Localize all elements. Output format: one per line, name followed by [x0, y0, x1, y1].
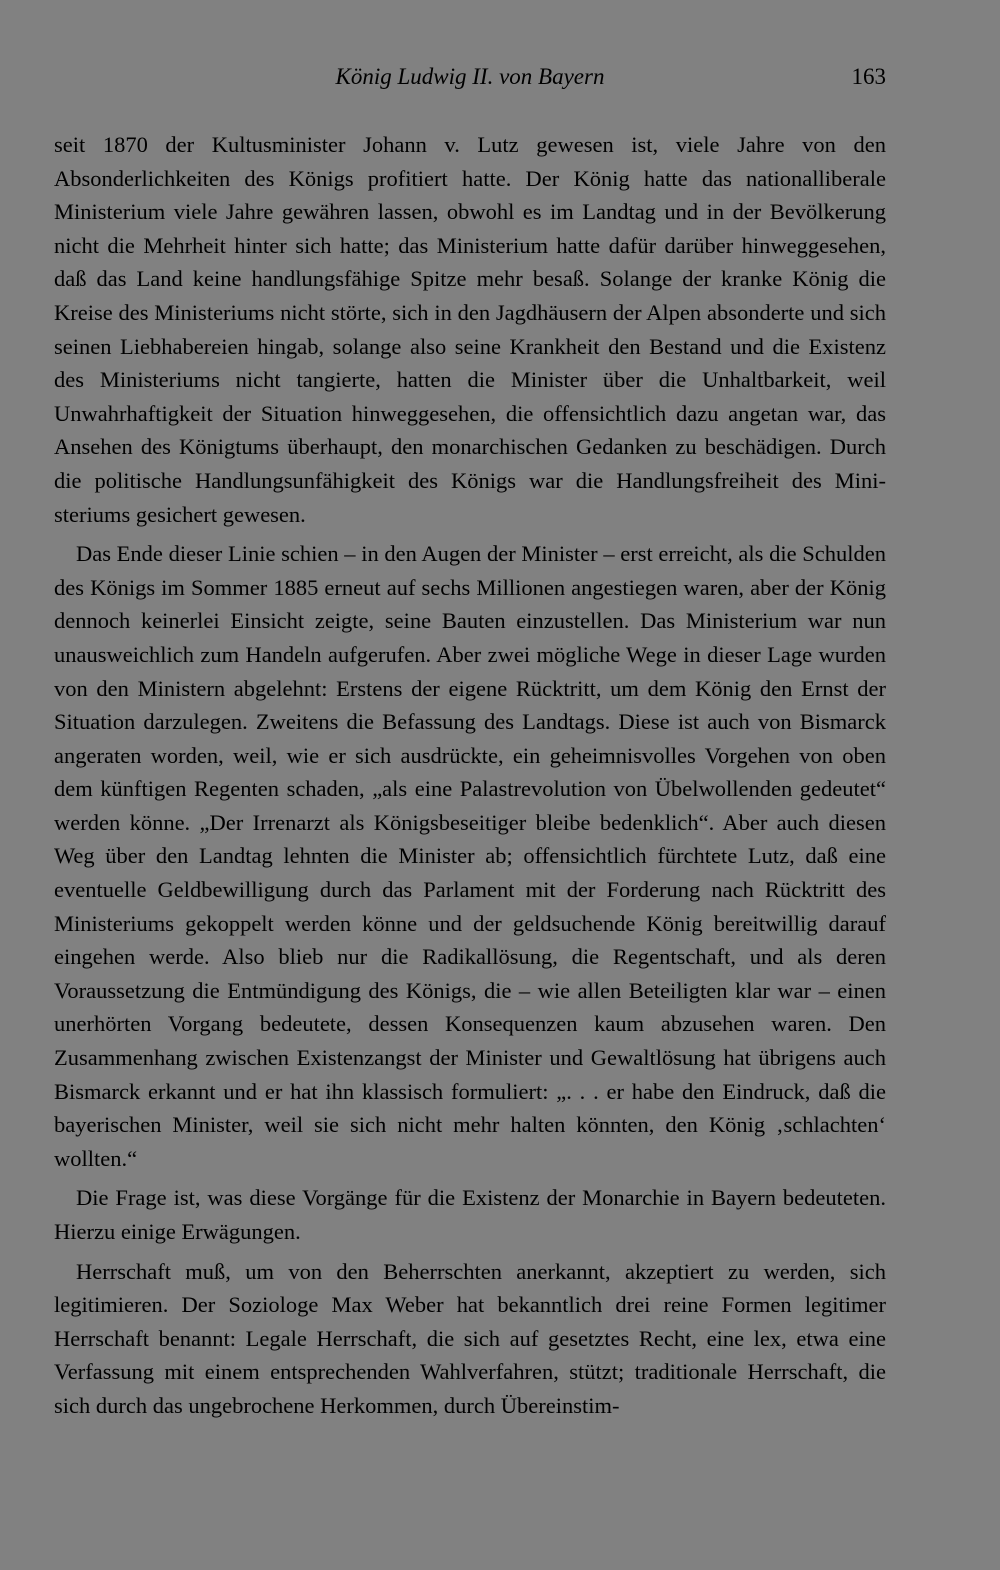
running-title: König Ludwig II. von Bayern — [335, 64, 605, 89]
body-text — [54, 128, 886, 1423]
paragraph-2: Das Ende dieser Linie schien – in den Augen der Minister – erst erreicht, als die Schulden des Königs im Sommer 1885 erneut auf sechs Millionen angestiegen waren, aber der König dennoch keinerlei Einsicht zeigte, seine Bauten einzustellen. Das Ministerium war nun unausweichlich zum Handeln aufgerufen. Aber zwei mögliche Wege in dieser Lage wurden von den Ministern abgelehnt: Erstens der eigene Rücktritt, um dem König den Ernst der Situation darzulegen. Zweitens die Befassung des Landtags. Diese ist auch von Bismarck angeraten worden, weil, wie er sich ausdrückte, ein geheimnisvolles Vorgehen von oben dem künftigen Regenten schaden, „als eine Palastrevolution von Übelwollenden gedeutet“ werden könne. „Der Irrenarzt als Königsbeseitiger bleibe bedenklich“. Aber auch diesen Weg über den Landtag lehnten die Minister ab; offensichtlich fürchtete Lutz, daß eine eventuelle Geldbewilligung durch das Parlament mit der Forderung nach Rücktritt des Ministeriums gekoppelt werden könne und der geldsuchende König bereitwillig darauf eingehen werde. Also blieb nur die Radikallösung, die Regentschaft, und als deren Voraussetzung die Entmündigung des Königs, die – wie allen Beteiligten klar war – einen unerhörten Vorgang bedeutete, dessen Konsequenzen kaum abzusehen waren. Den Zusammenhang zwischen Existenzangst der Minister und Gewaltlösung hat übrigens auch Bismarck erkannt und er hat ihn klassisch formuliert: „. . . er habe den Eindruck, daß die bayerischen Minister, weil sie sich nicht mehr halten könnten, den König ‚schlachten‘ wollten.“ — [54, 541, 886, 1171]
page-number: 163 — [851, 64, 886, 89]
paragraph-4: Herrschaft muß, um von den Beherrschten anerkannt, akzeptiert zu werden, sich legitimieren. Der Soziologe Max Weber hat bekanntlich drei reine Formen legitimer Herrschaft benannt: Legale Herrschaft, die sich auf gesetztes Recht, eine lex, etwa eine Verfassung mit einem entsprechenden Wahlverfahren, stützt; traditionale Herrschaft, die sich durch das ungebrochene Herkommen, durch Übereinstim- — [54, 1258, 886, 1418]
paragraph-3: Die Frage ist, was diese Vorgänge für die Existenz der Monarchie in Bayern bedeuteten. Hierzu einige Erwägungen. — [54, 1185, 886, 1244]
paragraph-1: seit 1870 der Kultusminister Johann v. Lutz gewesen ist, viele Jahre von den Absonderlichkeiten des Königs profitiert hatte. Der König hatte das nationalliberale Ministerium viele Jahre gewähren lassen, obwohl es im Landtag und in der Bevölkerung nicht die Mehrheit hinter sich hatte; das Ministerium hatte dafür darüber hinweggesehen, daß das Land keine handlungsfähige Spitze mehr besaß. Solange der kranke König die Kreise des Ministeriums nicht störte, sich in den Jagdhäusern der Alpen absonderte und sich seinen Liebhabereien hingab, solange also seine Krankheit den Bestand und die Existenz des Ministeriums nicht tangierte, hatten die Minister über die Unhaltbarkeit, weil Unwahrhaftigkeit der Situation hinweggesehen, die offensichtlich dazu angetan war, das Ansehen des Königtums überhaupt, den monarchischen Gedanken zu beschädigen. Durch die politische Handlungsunfähigkeit des Königs war die Handlungsfreiheit des Ministeriums gesichert gewesen. — [54, 132, 886, 527]
page-header — [54, 60, 886, 100]
